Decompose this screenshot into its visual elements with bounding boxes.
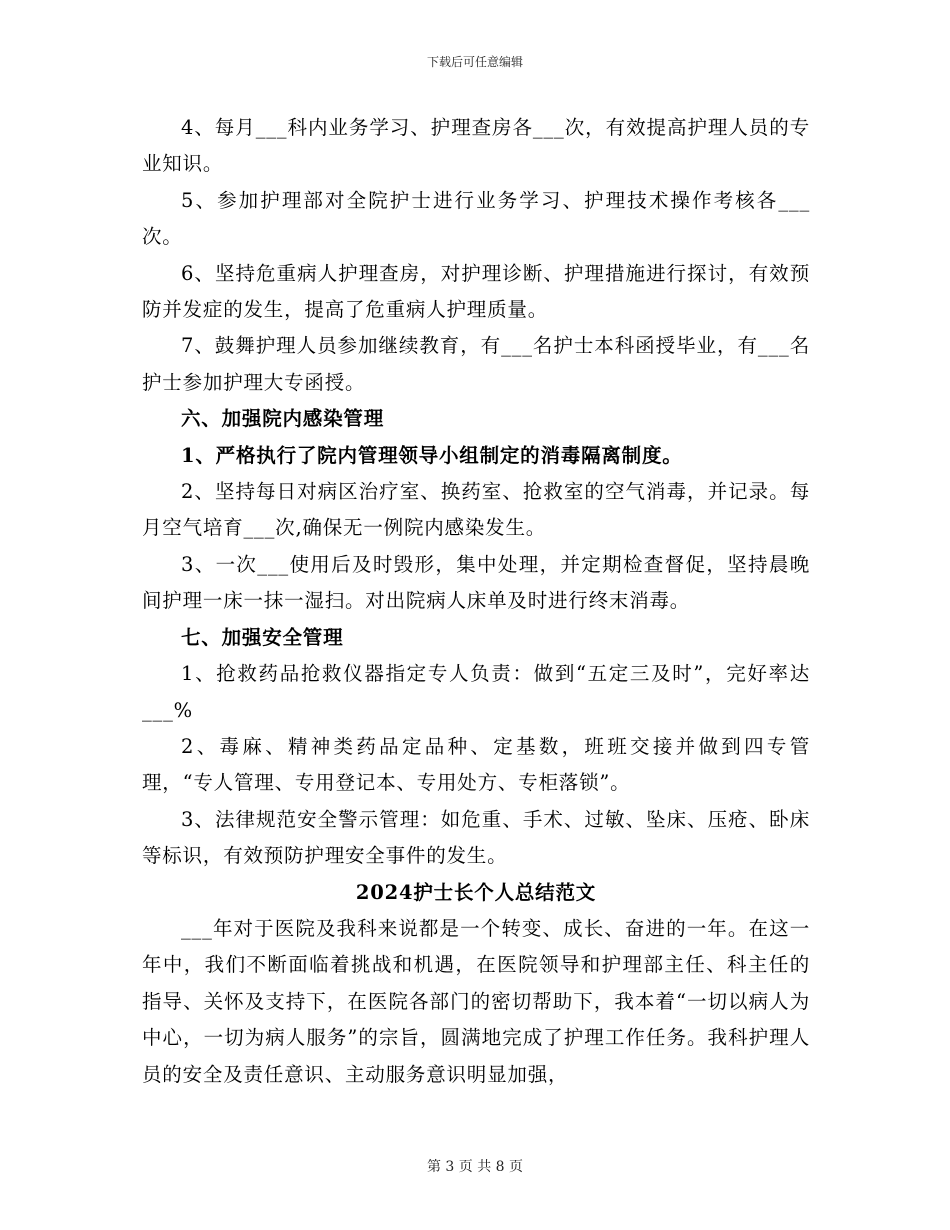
bold-item-1: 1、严格执行了院内管理领导小组制定的消毒隔离制度。 [181, 443, 683, 467]
paragraph-item-6: 6、坚持危重病人护理查房，对护理诊断、护理措施进行探讨，有效预防并发症的发生，提高了危重病人护理质量。 [142, 261, 810, 322]
paragraph-safety-1: 1、抢救药品抢救仪器指定专人负责：做到“五定三及时”，完好率达___% [142, 662, 810, 722]
page-footer: 第 3 页 共 8 页 [426, 1159, 524, 1175]
document-body [142, 110, 810, 1093]
document-title: 2024护士长个人总结范文 [355, 880, 597, 904]
page-header: 下载后可任意编辑 [426, 55, 523, 69]
section-heading-7: 七、加强安全管理 [181, 625, 344, 649]
paragraph-item-5: 5、参加护理部对全院护士进行业务学习、护理技术操作考核各___次。 [142, 188, 810, 249]
paragraph-safety-3: 3、法律规范安全警示管理：如危重、手术、过敏、坠床、压疮、卧床等标识，有效预防护理安全事件的发生。 [142, 807, 810, 868]
paragraph-infection-3: 3、一次___使用后及时毁形，集中处理，并定期检查督促，坚持晨晚间护理一床一抹一湿扫。对出院病人床单及时进行终末消毒。 [142, 552, 810, 613]
paragraph-item-4: 4、每月___科内业务学习、护理查房各___次，有效提高护理人员的专业知识。 [142, 116, 810, 176]
paragraph-infection-2: 2、坚持每日对病区治疗室、换药室、抢救室的空气消毒，并记录。每月空气培育___次,确保无一例院内感染发生。 [142, 480, 810, 540]
paragraph-summary-intro: ___年对于医院及我科来说都是一个转变、成长、奋进的一年。在这一年中，我们不断面临着挑战和机遇，在医院领导和护理部主任、科主任的指导、关怀及支持下，在医院各部门的密切帮助下，我本着“一切以病人为中心，一切为病人服务”的宗旨，圆满地完成了护理工作任务。我科护理人员的安全及责任意识、主动服务意识明显加强， [142, 916, 810, 1086]
paragraph-safety-2: 2、毒麻、精神类药品定品种、定基数，班班交接并做到四专管理，“专人管理、专用登记本、专用处方、专柜落锁”。 [142, 734, 810, 795]
paragraph-item-7: 7、鼓舞护理人员参加继续教育，有___名护士本科函授毕业，有___名护士参加护理大专函授。 [142, 334, 810, 394]
section-heading-6: 六、加强院内感染管理 [181, 407, 385, 431]
